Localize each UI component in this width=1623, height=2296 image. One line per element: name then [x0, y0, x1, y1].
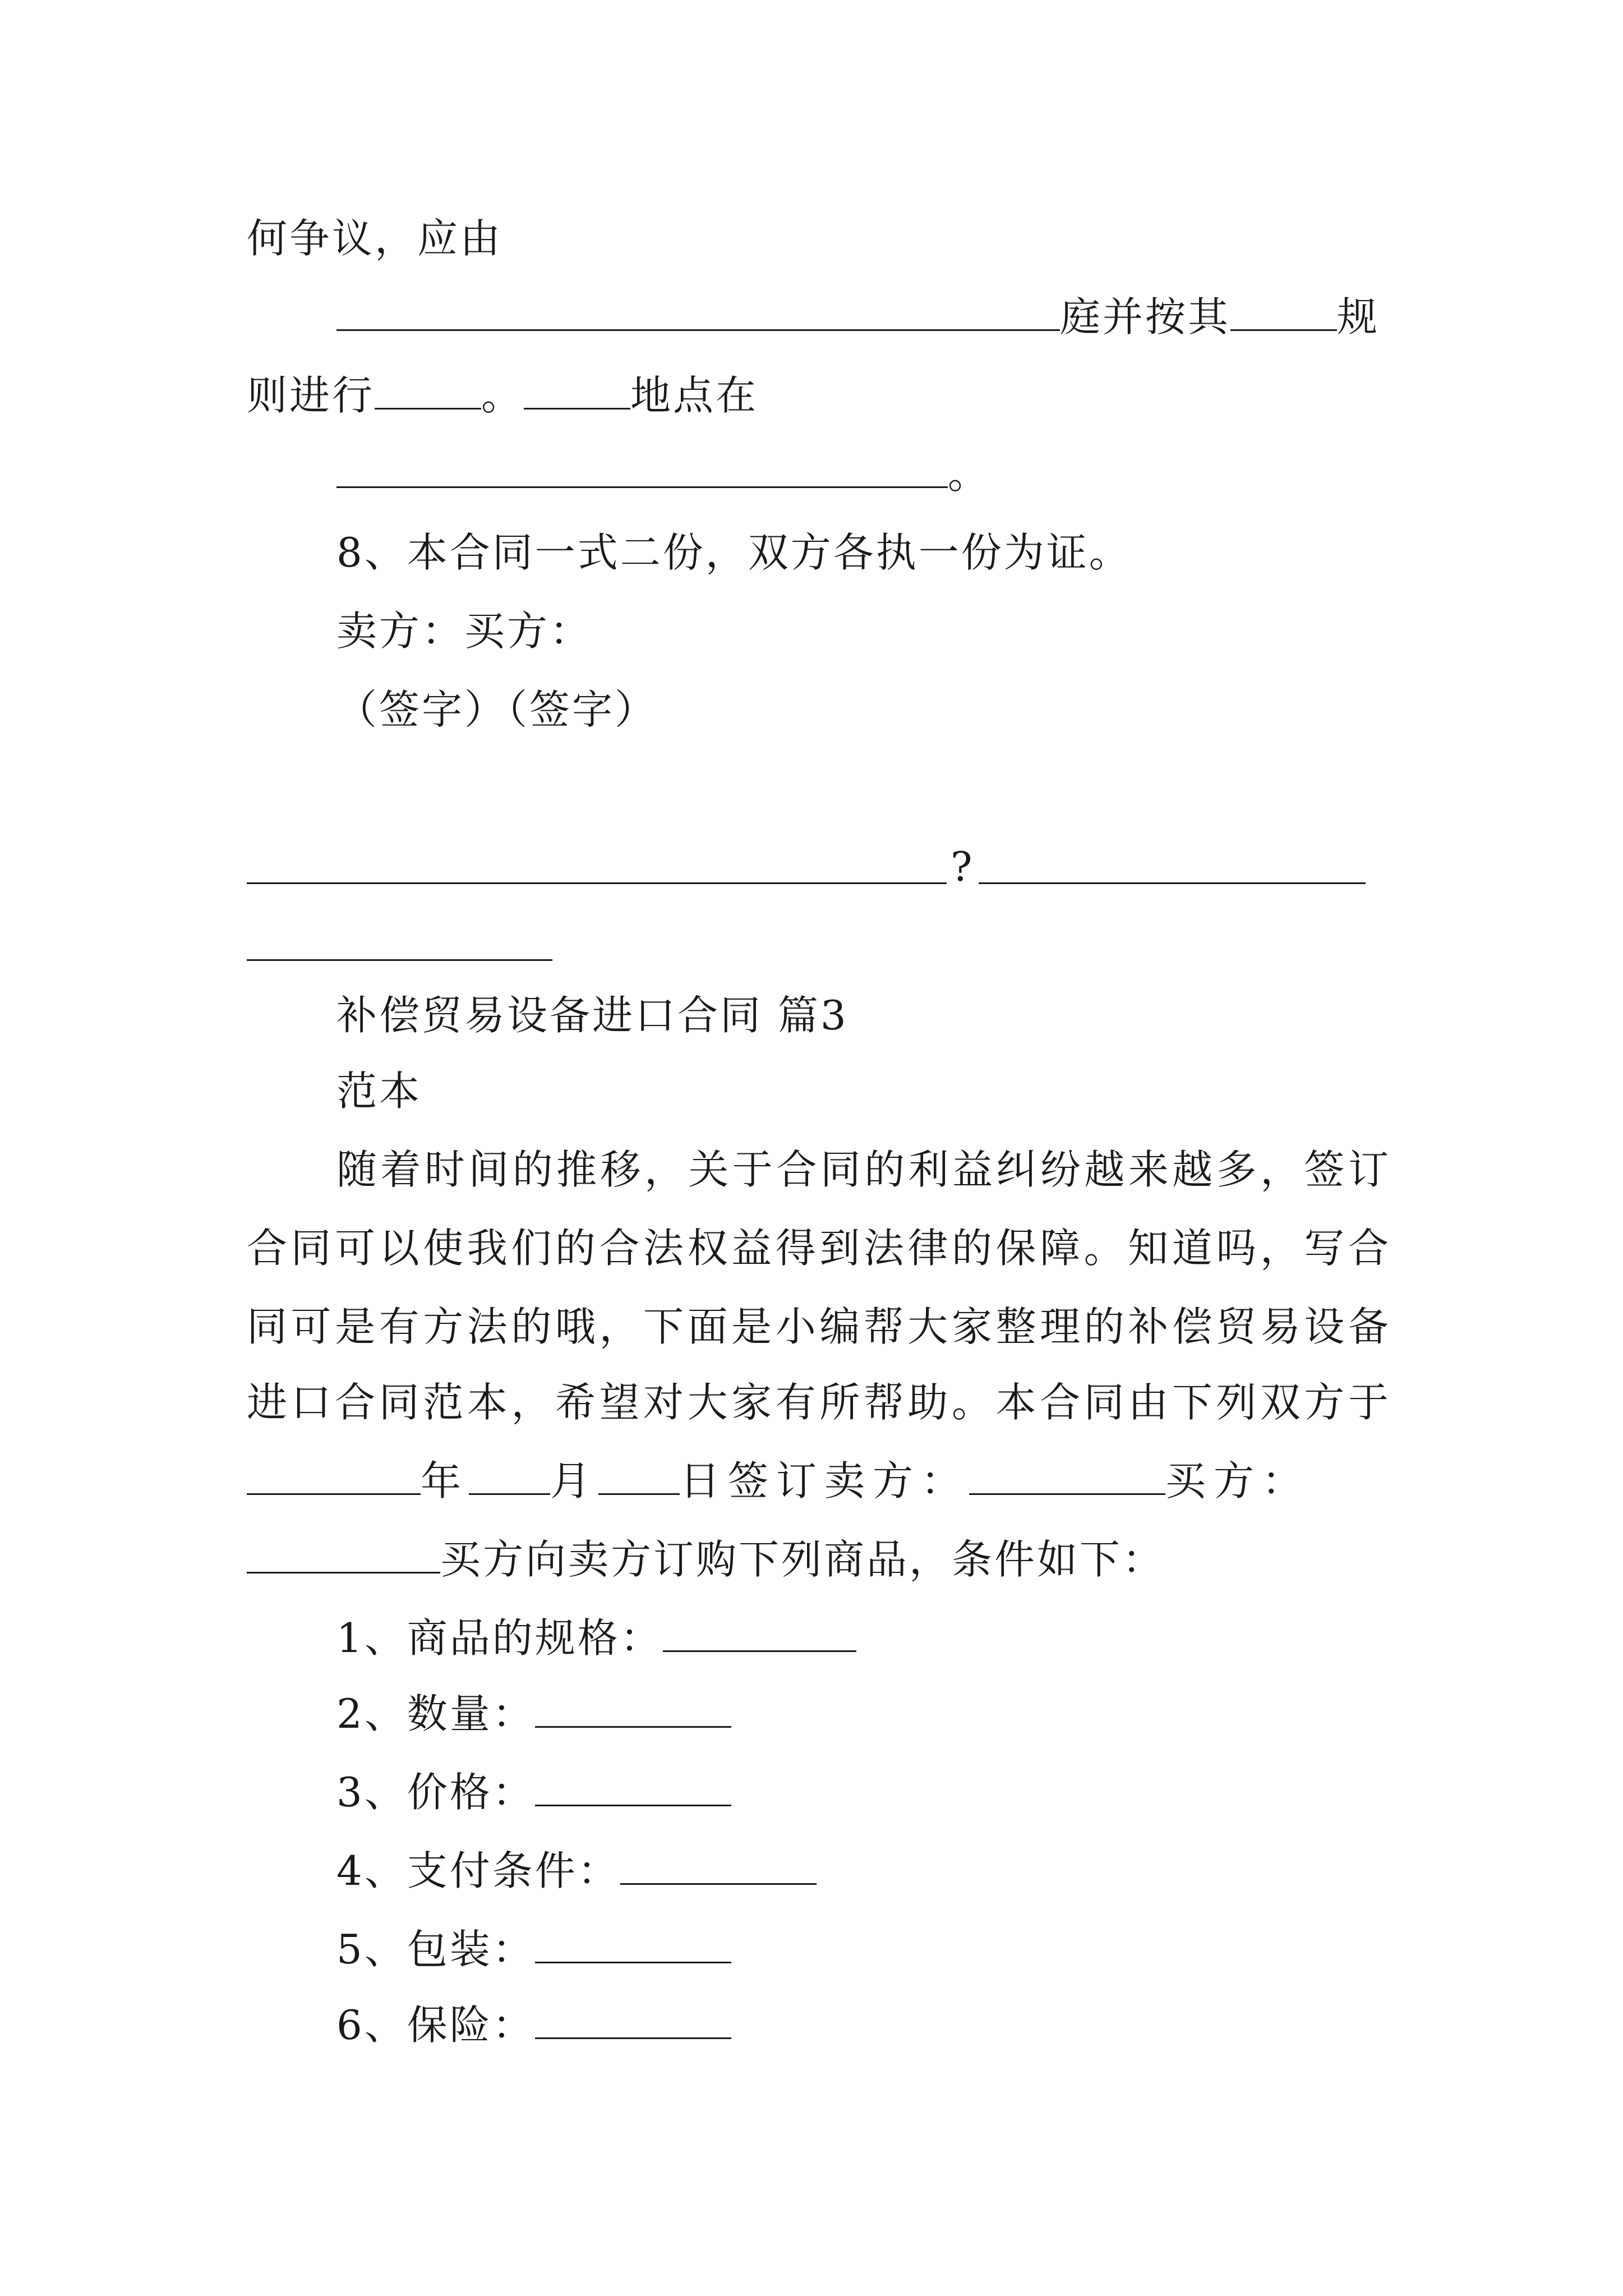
text-line-location [336, 449, 990, 499]
paragraph-line-6 [247, 1534, 1165, 1585]
item-label-price: 3、价格： [336, 1769, 535, 1816]
text-location: 地点在 [630, 372, 759, 419]
list-item [336, 2000, 731, 2050]
blank-day[interactable] [598, 1456, 680, 1495]
blank-month[interactable] [469, 1456, 550, 1495]
separator-rule-left [247, 882, 947, 884]
blank-packaging[interactable] [535, 1925, 731, 1963]
paragraph-line-3 [247, 1301, 1391, 1352]
paragraph-text-4: 进口合同范本，希望对大家有所帮助。本合同由下列双方于 [247, 1379, 1391, 1426]
paragraph-text-3: 同可是有方法的哦，下面是小编帮大家整理的补偿贸易设备 [247, 1303, 1391, 1350]
list-item [336, 1767, 731, 1818]
text-month: 月 [550, 1457, 599, 1504]
text-line-signature [336, 684, 657, 735]
blank-insurance[interactable] [535, 2000, 731, 2039]
text-line-proceed [247, 370, 758, 421]
blank-payment[interactable] [620, 1846, 817, 1885]
text-sign-seller: 日签订卖方： [680, 1457, 970, 1504]
text-parties: 卖方：买方： [336, 608, 593, 655]
paragraph-line-5 [247, 1456, 1310, 1506]
paragraph-line-4 [247, 1377, 1391, 1428]
blank-location-prefix[interactable] [524, 371, 630, 409]
blank-location[interactable] [336, 449, 948, 488]
text-buyer: 买方： [1165, 1457, 1311, 1504]
blank-buyer[interactable] [247, 1535, 440, 1573]
item-label-packaging: 5、包装： [336, 1926, 535, 1973]
text-copies: 8、本合同一式二份，双方各执一份为证。 [336, 529, 1132, 576]
list-item [336, 1613, 856, 1663]
text-line-arbitration [336, 292, 1380, 342]
list-item [336, 1846, 817, 1896]
text-dispute: 何争议，应由 [247, 215, 503, 262]
section-subheading [336, 1066, 422, 1116]
blank-year[interactable] [247, 1456, 421, 1495]
subheading-text: 范本 [336, 1068, 422, 1115]
text-signature: （签字）（签字） [336, 686, 658, 733]
blank-proceed[interactable] [375, 371, 481, 409]
text-line-parties [336, 606, 592, 656]
blank-rules[interactable] [1230, 292, 1337, 331]
text-line-copies [336, 527, 1132, 578]
text-proceed: 则进行 [247, 372, 375, 419]
list-item [336, 1924, 731, 1975]
blank-price[interactable] [535, 1768, 731, 1806]
item-label-payment: 4、支付条件： [336, 1847, 620, 1894]
text-court: 庭并按其 [1060, 293, 1231, 341]
text-rules-start: 规 [1337, 293, 1380, 341]
separator-mark: ? [951, 843, 972, 890]
list-item [336, 1688, 731, 1739]
text-year: 年 [421, 1457, 469, 1504]
text-period-2: 。 [948, 450, 991, 498]
paragraph-line-2 [247, 1223, 1391, 1273]
paragraph-text-2: 合同可以使我们的合法权益得到法律的保障。知道吗，写合 [247, 1225, 1391, 1272]
item-label-insurance: 6、保险： [336, 2001, 535, 2049]
blank-seller[interactable] [969, 1456, 1165, 1495]
blank-quantity[interactable] [535, 1689, 731, 1728]
separator-rule-right [979, 882, 1366, 884]
item-label-quantity: 2、数量： [336, 1690, 535, 1737]
blank-spec[interactable] [663, 1613, 856, 1652]
blank-arbitration-body[interactable] [336, 292, 1060, 331]
item-label-spec: 1、商品的规格： [336, 1614, 663, 1662]
paragraph-line-1 [336, 1144, 1391, 1195]
separator-rule-short [247, 959, 552, 961]
paragraph-text-1: 随着时间的推移，关于合同的利益纠纷越来越多，签订 [336, 1146, 1391, 1193]
text-period: 。 [481, 372, 524, 419]
section-heading [336, 990, 849, 1041]
text-line-dispute [247, 213, 502, 264]
text-order: 买方向卖方订购下列商品，条件如下： [440, 1536, 1165, 1583]
heading-text: 补偿贸易设备进口合同 篇3 [336, 992, 849, 1039]
